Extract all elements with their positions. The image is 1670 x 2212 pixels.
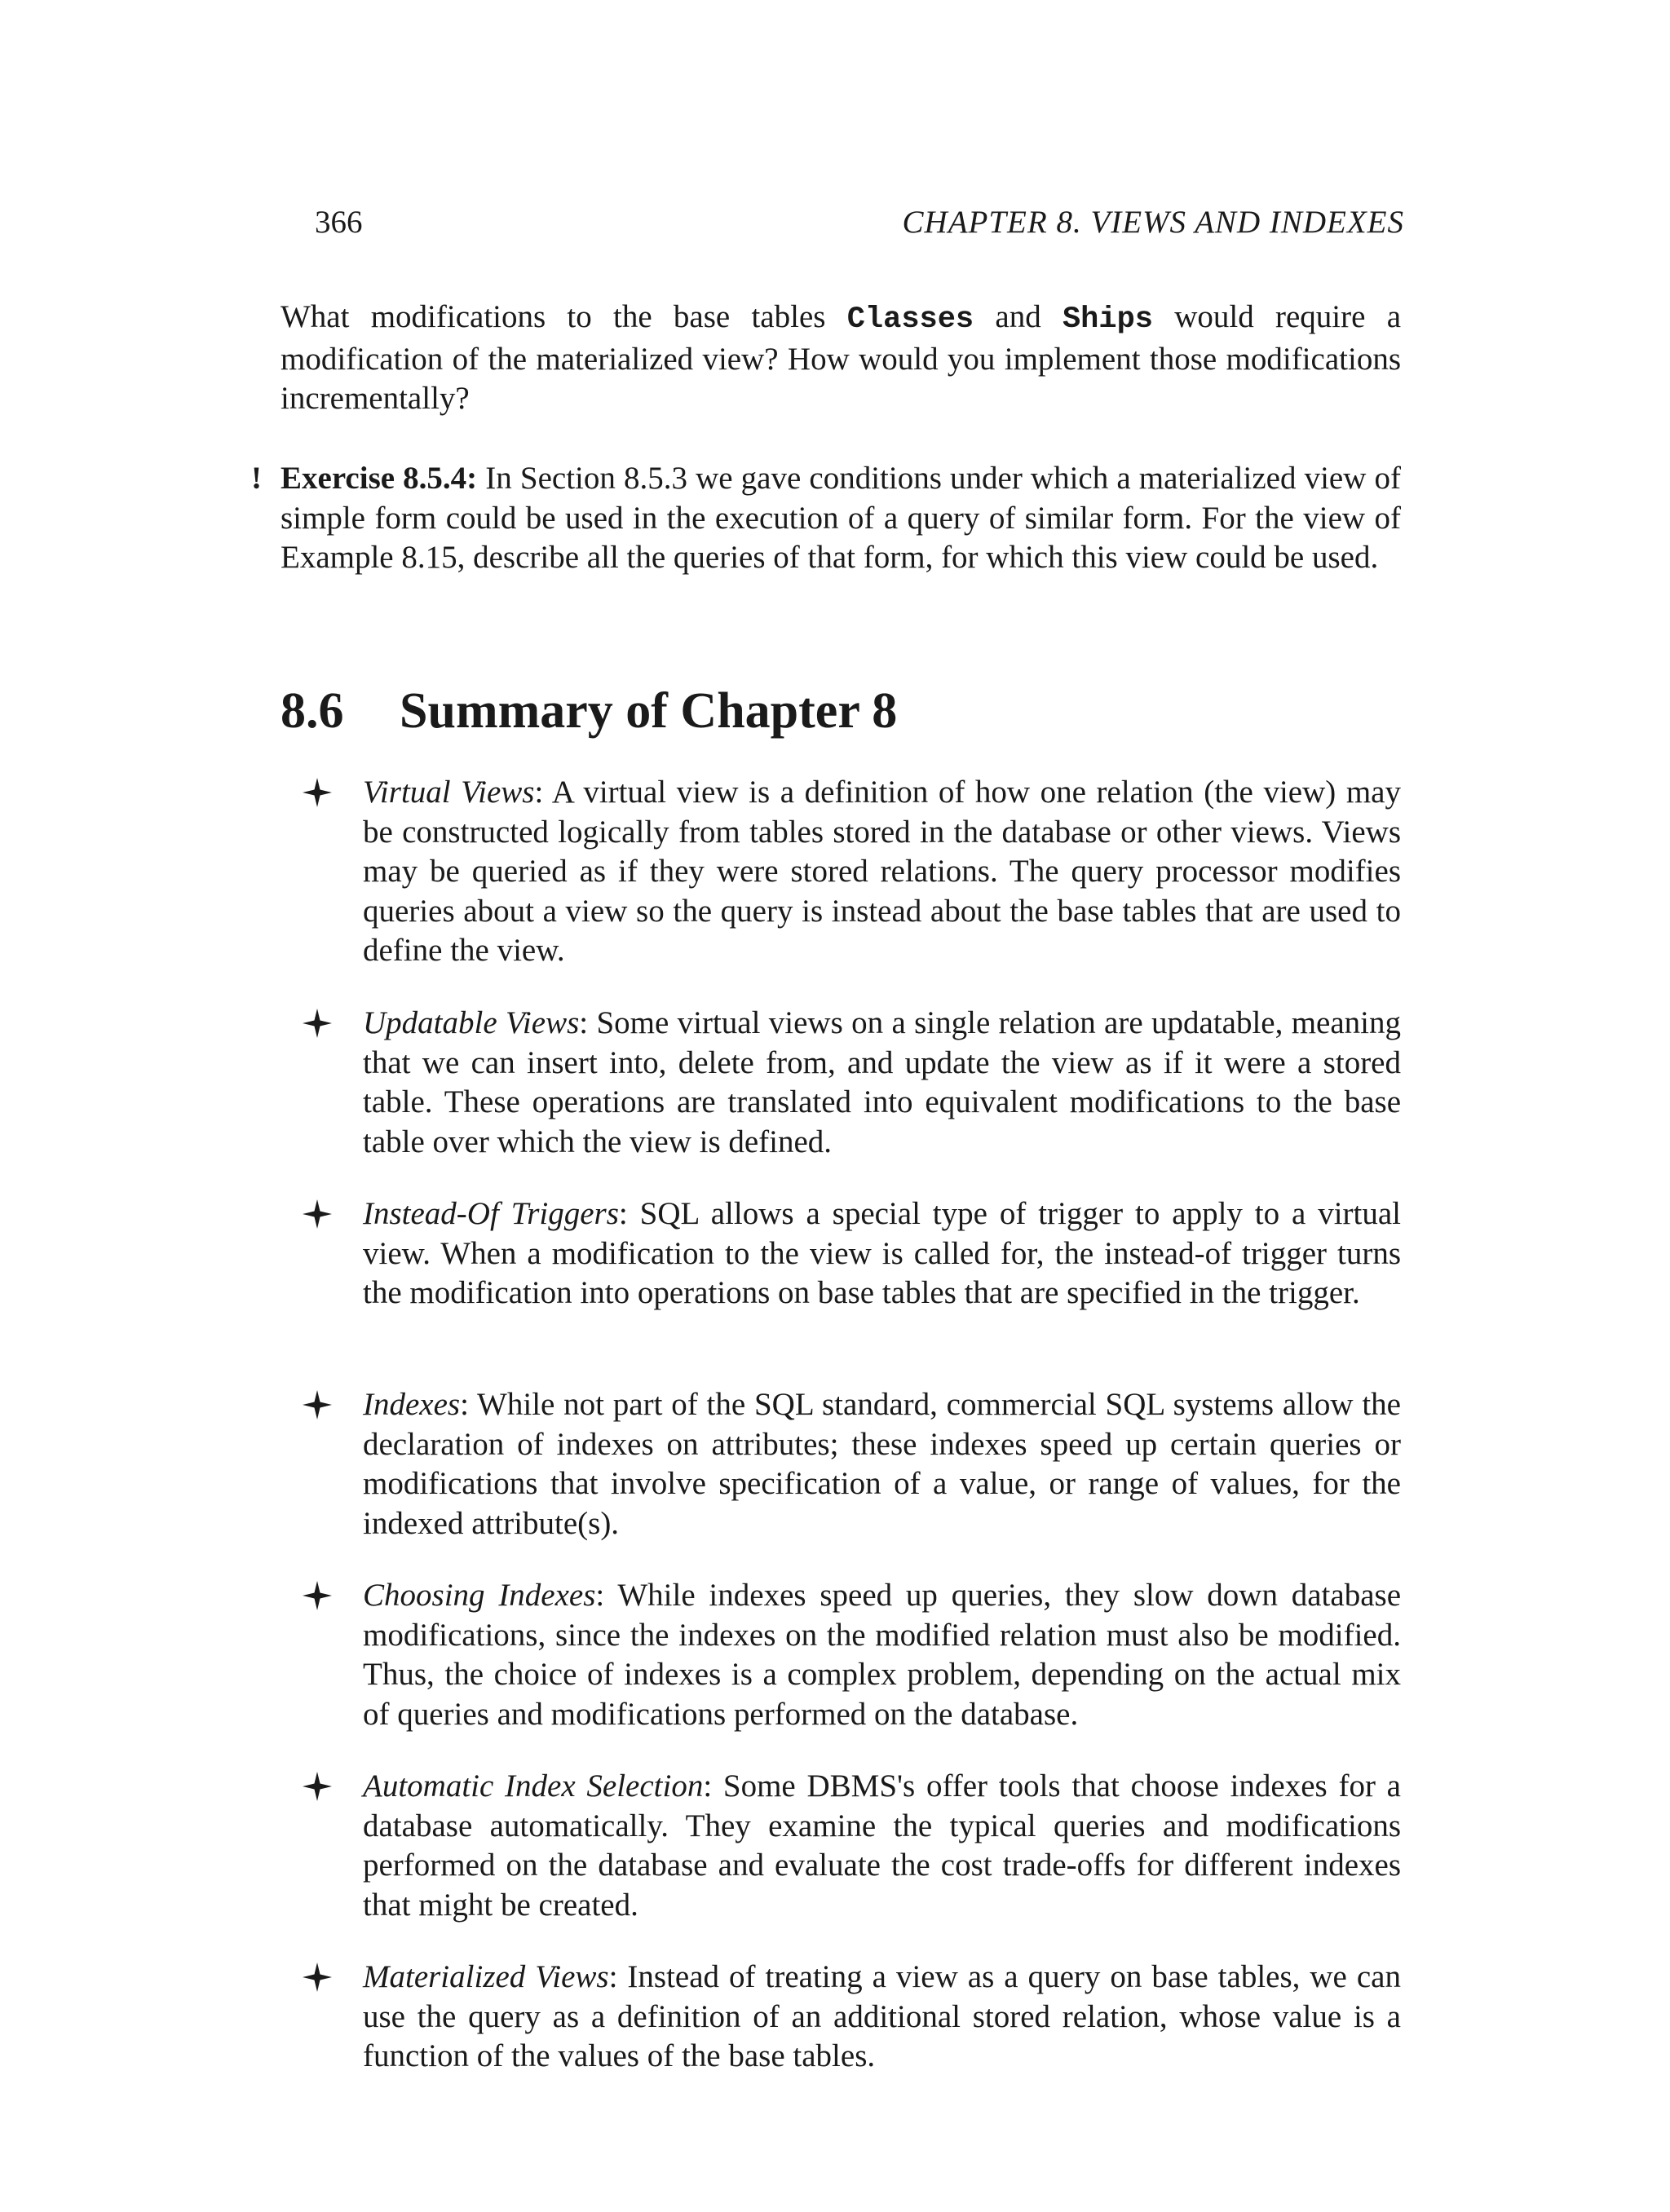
exercise-paragraph: [251, 459, 1401, 578]
list-item-text: [363, 1385, 1401, 1543]
page-number: 366: [315, 205, 363, 240]
exercise-text: In Section 8.5.3 we gave conditions under which a materialized view of simple form could be used in the execution of a query of similar form. For the view of Example 8.15, describe all the queries of that form, for which this view could be used.: [281, 461, 1401, 575]
list-item-body: : SQL allows a special type of trigger to apply to a virtual view. When a modification to the view is called for, the instead-of trigger turns the modification into operations on base tables that are specified in the trigger.: [363, 1196, 1402, 1310]
list-item-term: Virtual Views: [363, 775, 535, 810]
section-title: Summary of Chapter 8: [400, 683, 898, 739]
list-item-term: Materialized Views: [363, 1959, 609, 1994]
list-item-text: [363, 773, 1401, 971]
four-point-star-icon: [303, 1581, 332, 1610]
four-point-star-icon: [303, 1963, 332, 1992]
section-heading: [281, 682, 897, 748]
intro-text-after: would require a modification of the materialized view? How would you implement those modifications incrementally?: [281, 299, 1402, 416]
list-item-body: : Some virtual views on a single relation are updatable, meaning that we can insert into, delete from, and update the view as if it were a stored table. These operations are translated into equivalent modifications to the base table over which the view is defined.: [363, 1005, 1401, 1159]
list-item-body: : Some DBMS's offer tools that choose indexes for a database automatically. They examine the typical queries and modifications performed on the database and evaluate the cost trade-offs for different indexes that might be created.: [363, 1768, 1401, 1923]
intro-text-before: What modifications to the base tables: [281, 299, 847, 334]
list-item-text: [363, 1958, 1401, 2077]
four-point-star-icon: [303, 1199, 332, 1229]
intro-text-middle: and: [974, 299, 1063, 334]
four-point-star-icon: [303, 1009, 332, 1038]
list-item-text: [363, 1767, 1401, 1925]
difficulty-marker: !: [251, 461, 262, 496]
list-item-term: Indexes: [363, 1387, 461, 1422]
code-ships: Ships: [1062, 302, 1153, 337]
four-point-star-icon: [303, 1390, 332, 1419]
four-point-star-icon: [303, 778, 332, 807]
list-item-text: [363, 1194, 1401, 1314]
intro-paragraph: [281, 298, 1401, 419]
list-item-body: : A virtual view is a definition of how one relation (the view) may be constructed logically from tables stored in the database or other views. Views may be queried as if they were stored relations. The query processor modifies queries about a view so the query is instead about the base tables that are used to define the view.: [363, 775, 1401, 968]
list-item-term: Automatic Index Selection: [363, 1768, 704, 1804]
list-item-text: [363, 1576, 1401, 1734]
exercise-label: Exercise 8.5.4:: [281, 461, 478, 496]
list-item-term: Updatable Views: [363, 1005, 580, 1040]
list-item-body: : While not part of the SQL standard, commercial SQL systems allow the declaration of indexes on attributes; these indexes speed up certain queries or modifications that involve specification of a value, or range of values, for the indexed attribute(s).: [363, 1387, 1401, 1541]
four-point-star-icon: [303, 1772, 332, 1801]
list-item-term: Choosing Indexes: [363, 1578, 596, 1613]
list-item-term: Instead-Of Triggers: [363, 1196, 619, 1231]
running-head: [315, 204, 1404, 253]
list-item-text: [363, 1004, 1401, 1162]
list-item-body: : While indexes speed up queries, they slow down database modifications, since the indexes on the modified relation must also be modified. Thus, the choice of indexes is a complex problem, depending on the actual mix of queries and modifications performed on the database.: [363, 1578, 1401, 1732]
chapter-title: CHAPTER 8. VIEWS AND INDEXES: [902, 205, 1404, 240]
section-number: 8.6: [281, 683, 344, 739]
list-item-body: : Instead of treating a view as a query on base tables, we can use the query as a definition of an additional stored relation, whose value is a function of the values of the base tables.: [363, 1959, 1401, 2073]
code-classes: Classes: [846, 302, 974, 337]
